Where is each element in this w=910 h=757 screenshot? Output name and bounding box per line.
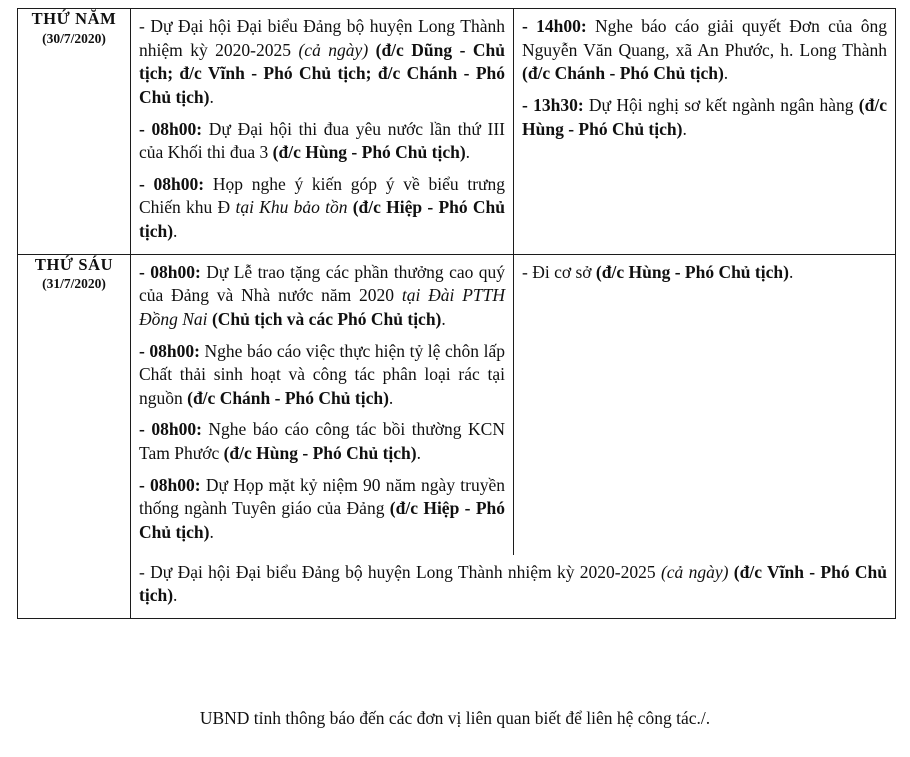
- entry-text: tại Đài PTTH Đồng Nai: [139, 285, 505, 329]
- morning-entries: [131, 9, 513, 254]
- schedule-entry: [139, 15, 505, 110]
- entry-text: .: [416, 443, 421, 463]
- entry-text: - 08h00:: [139, 419, 202, 440]
- schedule-table: [17, 8, 896, 619]
- entry-text: Nghe báo cáo công tác bồi thường KCN Tam Phước: [139, 419, 505, 463]
- entry-text: Dự Lễ trao tặng các phần thưởng cao quý của Đảng và Nhà nước năm 2020: [139, 261, 506, 306]
- entry-text: .: [388, 387, 394, 408]
- entry-text: - 08h00:: [139, 118, 203, 139]
- schedule-entry: [139, 118, 505, 165]
- entry-text: - Dự Đại hội Đại biểu Đảng bộ huyện Long Thành nhiệm kỳ 2020-2025: [139, 16, 505, 60]
- entry-text: (đ/c Dũng - Chủ tịch; đ/c Vĩnh - Phó Chủ tịch; đ/c Chánh - Phó Chủ tịch): [139, 39, 505, 107]
- schedule-entry: [139, 261, 505, 332]
- footer-note: UBND tỉnh thông báo đến các đơn vị liên quan biết để liên hệ công tác./.: [199, 708, 711, 728]
- table-row-continuation: [18, 555, 896, 619]
- morning-entries: [131, 255, 513, 555]
- entry-text: (đ/c Hùng - Phó Chủ tịch): [272, 142, 466, 163]
- entry-text: Nghe báo cáo việc thực hiện tỷ lệ chôn lấp Chất thải sinh hoạt và công tác phân loại rác tại nguồn: [139, 340, 505, 408]
- afternoon-column-cell: [514, 9, 896, 255]
- afternoon-entries: [514, 255, 895, 295]
- day-cell: [18, 9, 131, 255]
- entry-text: [368, 40, 375, 60]
- entry-text: Dự Đại hội thi đua yêu nước lần thứ III của Khối thi đua 3: [139, 118, 506, 163]
- afternoon-entries: [514, 9, 895, 151]
- entry-text: (cả ngày): [298, 39, 369, 60]
- entry-text: Nghe báo cáo giải quyết Đơn của ông Nguyễn Văn Quang, xã An Phước, h. Long Thành: [522, 16, 888, 60]
- entry-text: - 14h00:: [522, 16, 587, 36]
- entry-text: (đ/c Hiệp - Phó Chủ tịch): [139, 498, 505, 542]
- entry-text: Dự Hội nghị sơ kết ngành ngân hàng: [583, 94, 859, 115]
- schedule-entry: [139, 474, 505, 545]
- day-date: (31/7/2020): [42, 276, 106, 292]
- schedule-entry: [139, 561, 887, 608]
- table-row: [18, 254, 896, 554]
- day-cell: [18, 254, 131, 618]
- morning-column-cell: [131, 254, 514, 554]
- entry-text: .: [209, 86, 214, 107]
- entry-text: .: [441, 308, 446, 329]
- entry-text: .: [788, 261, 794, 282]
- morning-column-cell: [131, 9, 514, 255]
- entry-text: - 13h30:: [522, 94, 584, 115]
- schedule-entry: [522, 261, 887, 285]
- schedule-entry: [139, 173, 505, 244]
- fullwidth-entries: [131, 555, 895, 618]
- schedule-entry: [522, 94, 887, 141]
- entry-text: Họp nghe ý kiến góp ý về biểu trưng Chiến khu Đ: [139, 173, 506, 218]
- entry-text: (đ/c Vĩnh - Phó Chủ tịch): [139, 561, 887, 606]
- schedule-entry: [139, 340, 505, 411]
- entry-text: .: [723, 63, 729, 84]
- entry-text: - 08h00:: [139, 261, 201, 282]
- table-row: [18, 9, 896, 255]
- entry-text: .: [173, 585, 178, 606]
- day-name: THỨ NĂM: [31, 9, 117, 28]
- schedule-entry: [522, 15, 887, 86]
- afternoon-column-cell: [514, 254, 896, 554]
- entry-text: (đ/c Hiệp - Phó Chủ tịch): [139, 197, 505, 241]
- entry-text: (đ/c Chánh - Phó Chủ tịch): [187, 387, 389, 408]
- entry-text: Dự Họp mặt kỷ niệm 90 năm ngày truyền thống ngành Tuyên giáo của Đảng: [139, 474, 505, 519]
- schedule-body: [18, 9, 896, 619]
- day-name: THỨ SÁU: [34, 254, 114, 274]
- entry-text: (đ/c Hùng - Phó Chủ tịch): [595, 261, 789, 282]
- entry-text: tại Khu bảo tồn: [235, 197, 348, 218]
- entry-text: .: [465, 142, 471, 163]
- day-date: (30/7/2020): [42, 30, 106, 46]
- entry-text: (đ/c Hùng - Phó Chủ tịch): [522, 94, 887, 139]
- entry-text: .: [209, 521, 214, 542]
- entry-text: - 08h00:: [139, 474, 201, 495]
- entry-text: - Đi cơ sở: [522, 261, 596, 282]
- entry-text: (đ/c Hùng - Phó Chủ tịch): [223, 443, 417, 463]
- entry-text: (Chủ tịch và các Phó Chủ tịch): [211, 308, 442, 329]
- entry-text: - Dự Đại hội Đại biểu Đảng bộ huyện Long Thành nhiệm kỳ 2020-2025: [139, 561, 661, 582]
- entry-text: - 08h00:: [139, 340, 200, 361]
- fullwidth-cell: [131, 555, 896, 619]
- entry-text: (cả ngày): [660, 561, 729, 582]
- entry-text: - 08h00:: [139, 173, 205, 194]
- entry-text: .: [173, 221, 178, 241]
- entry-text: .: [682, 118, 687, 139]
- entry-text: (đ/c Chánh - Phó Chủ tịch): [522, 63, 724, 84]
- schedule-entry: [139, 418, 505, 465]
